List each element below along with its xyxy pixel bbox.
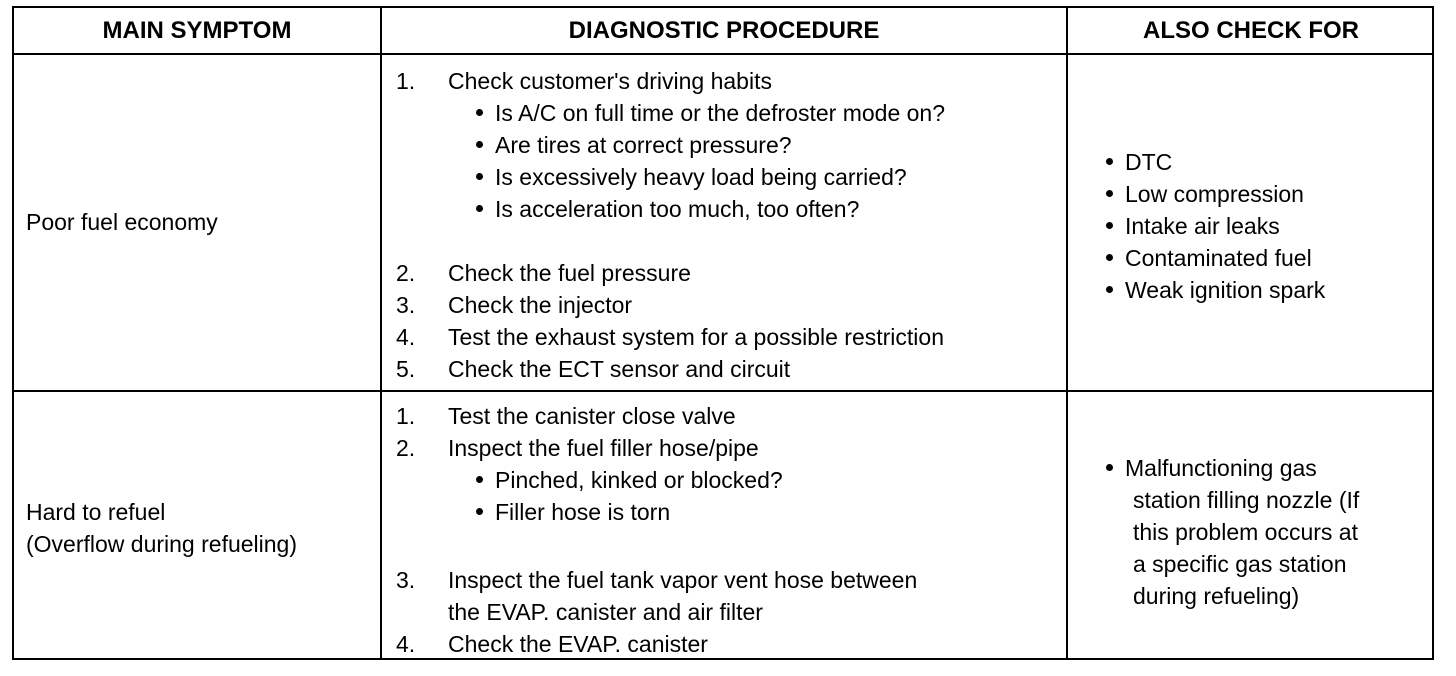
row-divider: [14, 390, 1432, 392]
step-number: 3.: [396, 292, 416, 318]
bullet-text: Pinched, kinked or blocked?: [495, 467, 783, 493]
step-number: 1.: [396, 68, 416, 94]
also-check-text: Malfunctioning gas: [1125, 455, 1317, 481]
bullet-icon: [1106, 222, 1113, 229]
also-check-text: Low compression: [1125, 181, 1304, 207]
symptom-cell: [26, 496, 297, 560]
step-text: Check the EVAP. canister: [448, 631, 708, 657]
also-check-text: Weak ignition spark: [1125, 277, 1326, 303]
step-text: Check the injector: [448, 292, 633, 318]
bullet-icon: [476, 141, 483, 148]
header-also-check-for: ALSO CHECK FOR: [1143, 17, 1359, 44]
also-check-item: [1106, 210, 1280, 242]
bullet-icon: [1106, 190, 1113, 197]
column-divider: [1066, 8, 1068, 658]
bullet-icon: [476, 508, 483, 515]
procedure-step-continuation: the EVAP. canister and air filter: [448, 599, 763, 625]
step-text: Check the ECT sensor and circuit: [448, 356, 791, 382]
step-text: Test the canister close valve: [448, 403, 736, 429]
step-number: 1.: [396, 403, 416, 429]
bullet-text: Is excessively heavy load being carried?: [495, 164, 907, 190]
also-check-item: [1106, 274, 1325, 306]
step-text: Inspect the fuel filler hose/pipe: [448, 435, 759, 461]
bullet-text: Is acceleration too much, too often?: [495, 196, 860, 222]
bullet-icon: [476, 205, 483, 212]
procedure-bullet: [476, 129, 792, 161]
step-text: Inspect the fuel tank vapor vent hose between: [448, 567, 918, 593]
step-number: 2.: [396, 435, 416, 461]
bullet-icon: [476, 109, 483, 116]
bullet-icon: [1106, 254, 1113, 261]
step-text: Check the fuel pressure: [448, 260, 691, 286]
step-text: Check customer's driving habits: [448, 68, 772, 94]
procedure-bullet: [476, 193, 859, 225]
also-check-text: Contaminated fuel: [1125, 245, 1312, 271]
symptom-cell: Poor fuel economy: [26, 209, 218, 235]
step-number: 4.: [396, 631, 416, 657]
step-number: 5.: [396, 356, 416, 382]
also-check-text: DTC: [1125, 149, 1173, 175]
also-check-continuation: station filling nozzle (If: [1133, 487, 1360, 513]
also-check-item: [1106, 242, 1312, 274]
bullet-icon: [1106, 464, 1113, 471]
procedure-bullet: [476, 464, 783, 496]
diagnostic-table: [12, 6, 1434, 660]
bullet-icon: [1106, 286, 1113, 293]
procedure-bullet: [476, 496, 670, 528]
also-check-text: Intake air leaks: [1125, 213, 1280, 239]
bullet-icon: [476, 476, 483, 483]
procedure-bullet: [476, 97, 945, 129]
procedure-bullet: [476, 161, 907, 193]
header-diagnostic-procedure: DIAGNOSTIC PROCEDURE: [568, 17, 880, 44]
header-main-symptom: MAIN SYMPTOM: [102, 17, 292, 44]
bullet-icon: [1106, 158, 1113, 165]
also-check-continuation: during refueling): [1133, 583, 1300, 609]
bullet-text: Are tires at correct pressure?: [495, 132, 792, 158]
bullet-icon: [476, 173, 483, 180]
column-divider: [380, 8, 382, 658]
step-number: 4.: [396, 324, 416, 350]
also-check-item: [1106, 452, 1317, 484]
also-check-item: [1106, 178, 1304, 210]
symptom-line: (Overflow during refueling): [26, 531, 298, 557]
also-check-item: [1106, 146, 1172, 178]
also-check-continuation: a specific gas station: [1133, 551, 1347, 577]
symptom-line: Hard to refuel: [26, 499, 166, 525]
step-number: 2.: [396, 260, 416, 286]
bullet-text: Filler hose is torn: [495, 499, 671, 525]
step-text: Test the exhaust system for a possible restriction: [448, 324, 944, 350]
also-check-continuation: this problem occurs at: [1133, 519, 1358, 545]
bullet-text: Is A/C on full time or the defroster mode on?: [495, 100, 946, 126]
step-number: 3.: [396, 567, 416, 593]
